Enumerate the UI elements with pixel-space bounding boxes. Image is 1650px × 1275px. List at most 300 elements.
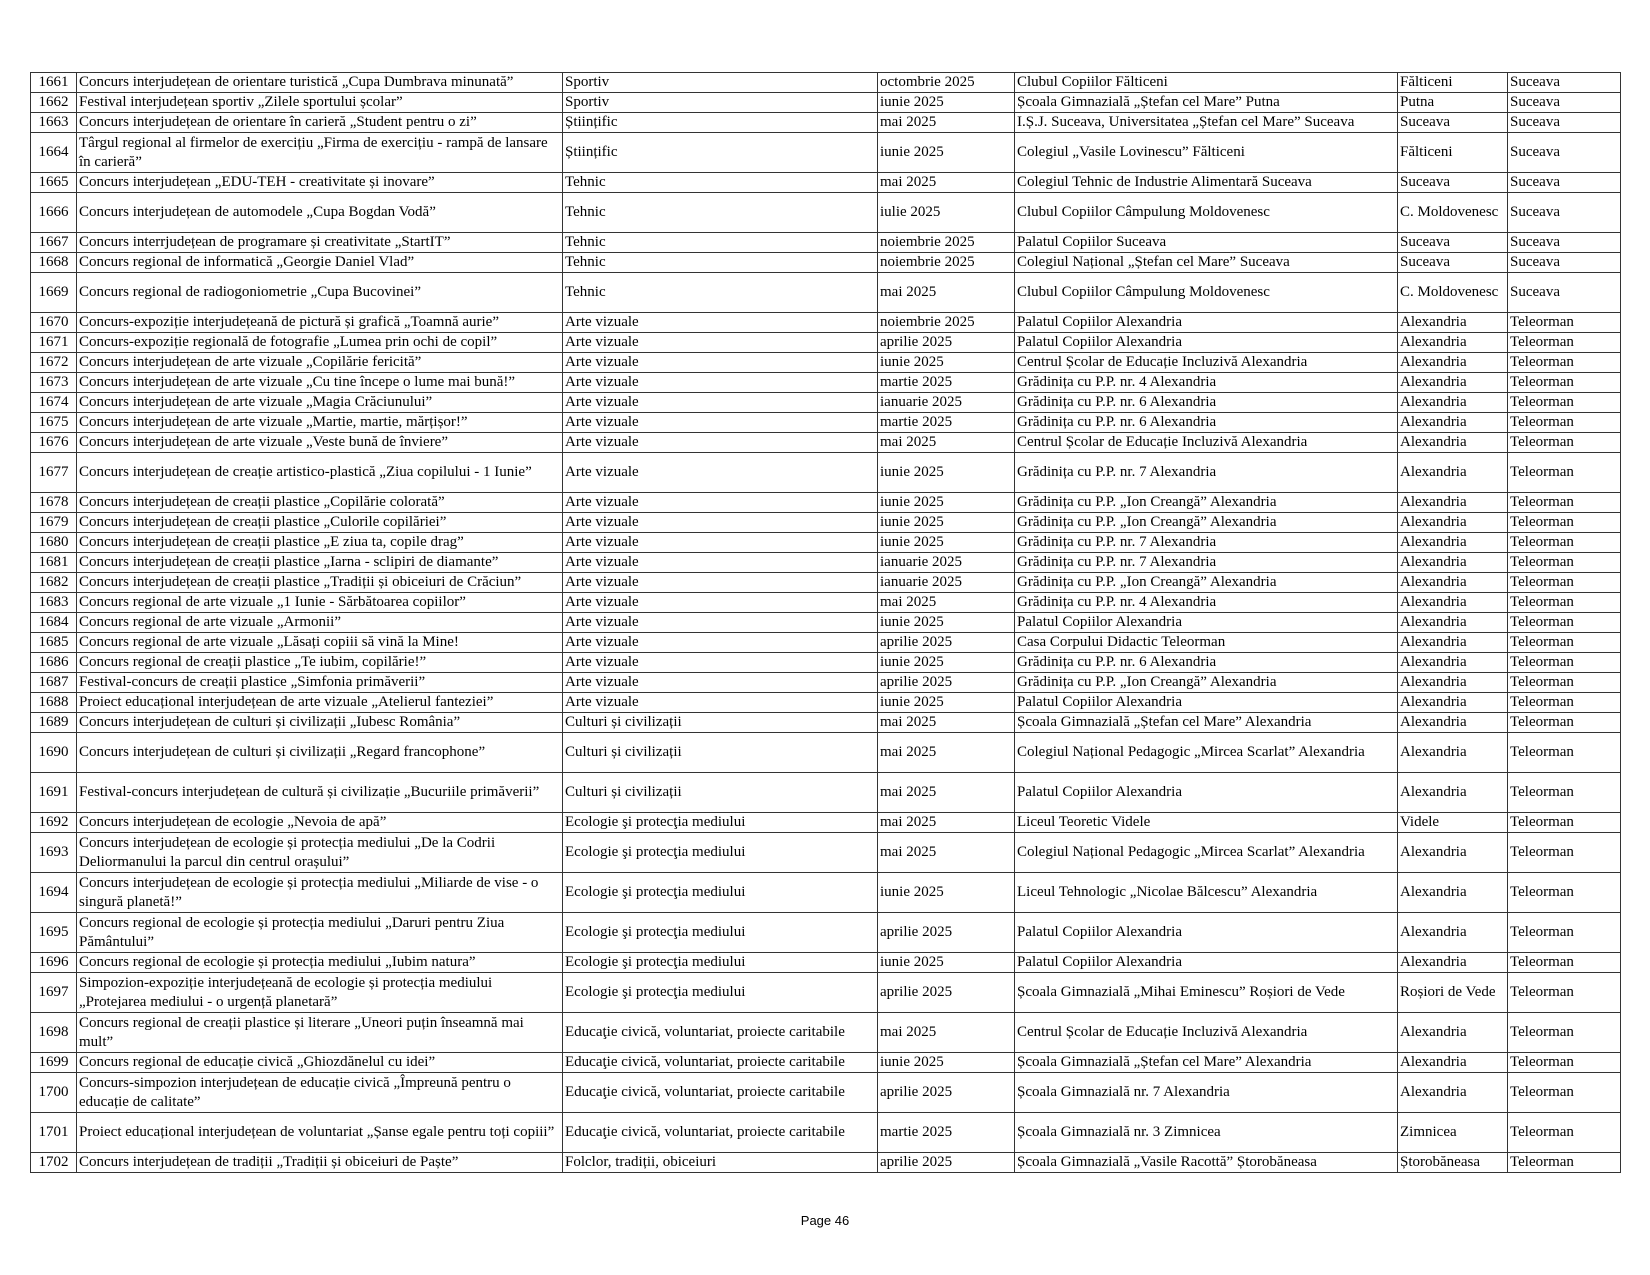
organizer-cell: Grădinița cu P.P. „Ion Creangă” Alexandria — [1015, 493, 1398, 513]
period-cell: aprilie 2025 — [878, 913, 1015, 953]
table-row — [31, 453, 1621, 493]
activity-name-cell: Proiect educațional interjudețean de arte vizuale „Atelierul fanteziei” — [77, 693, 563, 713]
row-number-cell: 1671 — [31, 333, 77, 353]
category-cell: Arte vizuale — [563, 333, 878, 353]
county-cell: Suceava — [1508, 73, 1621, 93]
organizer-cell: Grădinița cu P.P. nr. 6 Alexandria — [1015, 393, 1398, 413]
locality-cell: Alexandria — [1398, 1073, 1508, 1113]
row-number-cell: 1674 — [31, 393, 77, 413]
period-cell: mai 2025 — [878, 713, 1015, 733]
locality-cell: Alexandria — [1398, 673, 1508, 693]
organizer-cell: Clubul Copiilor Câmpulung Moldovenesc — [1015, 193, 1398, 233]
period-cell: iunie 2025 — [878, 93, 1015, 113]
county-cell: Teleorman — [1508, 1113, 1621, 1153]
row-number-cell: 1702 — [31, 1153, 77, 1173]
locality-cell: Alexandria — [1398, 333, 1508, 353]
organizer-cell: Grădinița cu P.P. „Ion Creangă” Alexandria — [1015, 513, 1398, 533]
county-cell: Suceava — [1508, 273, 1621, 313]
category-cell: Educaţie civică, voluntariat, proiecte caritabile — [563, 1053, 878, 1073]
locality-cell: Zimnicea — [1398, 1113, 1508, 1153]
county-cell: Teleorman — [1508, 673, 1621, 693]
period-cell: iunie 2025 — [878, 133, 1015, 173]
category-cell: Tehnic — [563, 273, 878, 313]
table-row — [31, 373, 1621, 393]
period-cell: mai 2025 — [878, 813, 1015, 833]
locality-cell: Alexandria — [1398, 773, 1508, 813]
table-row — [31, 333, 1621, 353]
activity-name-cell: Concurs interjudețean de arte vizuale „Cu tine începe o lume mai bună!” — [77, 373, 563, 393]
locality-cell: Alexandria — [1398, 433, 1508, 453]
county-cell: Teleorman — [1508, 653, 1621, 673]
activity-name-cell: Concurs regional de educație civică „Ghiozdănelul cu idei” — [77, 1053, 563, 1073]
organizer-cell: Liceul Tehnologic „Nicolae Bălcescu” Alexandria — [1015, 873, 1398, 913]
locality-cell: Alexandria — [1398, 593, 1508, 613]
county-cell: Teleorman — [1508, 873, 1621, 913]
category-cell: Culturi și civilizații — [563, 713, 878, 733]
locality-cell: C. Moldovenesc — [1398, 273, 1508, 313]
locality-cell: Alexandria — [1398, 453, 1508, 493]
table-row — [31, 413, 1621, 433]
category-cell: Tehnic — [563, 193, 878, 233]
row-number-cell: 1670 — [31, 313, 77, 333]
activity-name-cell: Concurs interjudețean de arte vizuale „Veste bună de înviere” — [77, 433, 563, 453]
row-number-cell: 1693 — [31, 833, 77, 873]
row-number-cell: 1680 — [31, 533, 77, 553]
category-cell: Științific — [563, 133, 878, 173]
organizer-cell: Școala Gimnazială nr. 3 Zimnicea — [1015, 1113, 1398, 1153]
category-cell: Culturi și civilizații — [563, 733, 878, 773]
county-cell: Suceava — [1508, 133, 1621, 173]
organizer-cell: Grădinița cu P.P. nr. 7 Alexandria — [1015, 453, 1398, 493]
activity-name-cell: Concurs-expoziție regională de fotografie „Lumea prin ochi de copil” — [77, 333, 563, 353]
locality-cell: Alexandria — [1398, 413, 1508, 433]
organizer-cell: Colegiul Național „Ștefan cel Mare” Suceava — [1015, 253, 1398, 273]
activity-name-cell: Concurs-expoziție interjudețeană de pictură și grafică „Toamnă aurie” — [77, 313, 563, 333]
table-row — [31, 573, 1621, 593]
organizer-cell: Palatul Copiilor Alexandria — [1015, 313, 1398, 333]
page-number: Page 46 — [800, 1213, 850, 1228]
table-row — [31, 693, 1621, 713]
organizer-cell: Centrul Școlar de Educație Incluzivă Alexandria — [1015, 1013, 1398, 1053]
organizer-cell: Clubul Copiilor Câmpulung Moldovenesc — [1015, 273, 1398, 313]
county-cell: Suceava — [1508, 193, 1621, 233]
category-cell: Educaţie civică, voluntariat, proiecte caritabile — [563, 1113, 878, 1153]
organizer-cell: Colegiul „Vasile Lovinescu” Fălticeni — [1015, 133, 1398, 173]
category-cell: Arte vizuale — [563, 573, 878, 593]
organizer-cell: Clubul Copiilor Fălticeni — [1015, 73, 1398, 93]
county-cell: Teleorman — [1508, 553, 1621, 573]
category-cell: Arte vizuale — [563, 553, 878, 573]
activity-name-cell: Concurs regional de creații plastice „Te iubim, copilărie!” — [77, 653, 563, 673]
row-number-cell: 1695 — [31, 913, 77, 953]
category-cell: Arte vizuale — [563, 453, 878, 493]
category-cell: Tehnic — [563, 173, 878, 193]
locality-cell: Alexandria — [1398, 393, 1508, 413]
row-number-cell: 1676 — [31, 433, 77, 453]
organizer-cell: Grădinița cu P.P. nr. 7 Alexandria — [1015, 533, 1398, 553]
county-cell: Suceava — [1508, 93, 1621, 113]
period-cell: aprilie 2025 — [878, 1073, 1015, 1113]
row-number-cell: 1679 — [31, 513, 77, 533]
period-cell: iunie 2025 — [878, 353, 1015, 373]
locality-cell: Alexandria — [1398, 313, 1508, 333]
period-cell: iunie 2025 — [878, 693, 1015, 713]
row-number-cell: 1685 — [31, 633, 77, 653]
table-row — [31, 833, 1621, 873]
activity-name-cell: Concurs regional de radiogoniometrie „Cupa Bucovinei” — [77, 273, 563, 313]
organizer-cell: Școala Gimnazială „Vasile Racottă” Ștorobăneasa — [1015, 1153, 1398, 1173]
locality-cell: Alexandria — [1398, 373, 1508, 393]
row-number-cell: 1690 — [31, 733, 77, 773]
period-cell: mai 2025 — [878, 773, 1015, 813]
category-cell: Arte vizuale — [563, 353, 878, 373]
county-cell: Teleorman — [1508, 913, 1621, 953]
locality-cell: Alexandria — [1398, 533, 1508, 553]
period-cell: mai 2025 — [878, 833, 1015, 873]
category-cell: Ecologie şi protecţia mediului — [563, 833, 878, 873]
category-cell: Arte vizuale — [563, 613, 878, 633]
organizer-cell: Școala Gimnazială „Ștefan cel Mare” Alexandria — [1015, 713, 1398, 733]
county-cell: Teleorman — [1508, 453, 1621, 493]
row-number-cell: 1682 — [31, 573, 77, 593]
county-cell: Teleorman — [1508, 633, 1621, 653]
period-cell: aprilie 2025 — [878, 633, 1015, 653]
county-cell: Teleorman — [1508, 513, 1621, 533]
row-number-cell: 1689 — [31, 713, 77, 733]
locality-cell: Alexandria — [1398, 1013, 1508, 1053]
period-cell: iunie 2025 — [878, 873, 1015, 913]
activity-name-cell: Concurs regional de arte vizuale „1 Iunie - Sărbătoarea copiilor” — [77, 593, 563, 613]
table-body — [31, 73, 1621, 1173]
organizer-cell: Palatul Copiilor Alexandria — [1015, 613, 1398, 633]
locality-cell: Alexandria — [1398, 713, 1508, 733]
locality-cell: Alexandria — [1398, 573, 1508, 593]
activity-name-cell: Târgul regional al firmelor de exercițiu „Firma de exercițiu - rampă de lansare în carieră” — [77, 133, 563, 173]
category-cell: Sportiv — [563, 73, 878, 93]
period-cell: mai 2025 — [878, 173, 1015, 193]
locality-cell: Alexandria — [1398, 493, 1508, 513]
table-row — [31, 593, 1621, 613]
county-cell: Teleorman — [1508, 333, 1621, 353]
organizer-cell: Grădinița cu P.P. nr. 7 Alexandria — [1015, 553, 1398, 573]
locality-cell: Alexandria — [1398, 953, 1508, 973]
activity-name-cell: Simpozion-expoziție interjudețeană de ecologie și protecția mediului „Protejarea mediului - o urgență planetară” — [77, 973, 563, 1013]
activity-name-cell: Concurs interjudețean „EDU-TEH - creativitate și inovare” — [77, 173, 563, 193]
category-cell: Ecologie şi protecţia mediului — [563, 973, 878, 1013]
row-number-cell: 1664 — [31, 133, 77, 173]
period-cell: aprilie 2025 — [878, 673, 1015, 693]
row-number-cell: 1697 — [31, 973, 77, 1013]
county-cell: Teleorman — [1508, 693, 1621, 713]
table-row — [31, 973, 1621, 1013]
table-row — [31, 513, 1621, 533]
category-cell: Arte vizuale — [563, 313, 878, 333]
organizer-cell: Grădinița cu P.P. nr. 4 Alexandria — [1015, 593, 1398, 613]
row-number-cell: 1665 — [31, 173, 77, 193]
locality-cell: Videle — [1398, 813, 1508, 833]
category-cell: Folclor, tradiții, obiceiuri — [563, 1153, 878, 1173]
category-cell: Educaţie civică, voluntariat, proiecte caritabile — [563, 1013, 878, 1053]
county-cell: Teleorman — [1508, 353, 1621, 373]
organizer-cell: Centrul Școlar de Educație Incluzivă Alexandria — [1015, 433, 1398, 453]
table-row — [31, 733, 1621, 773]
period-cell: iunie 2025 — [878, 953, 1015, 973]
county-cell: Teleorman — [1508, 833, 1621, 873]
period-cell: iunie 2025 — [878, 513, 1015, 533]
category-cell: Arte vizuale — [563, 653, 878, 673]
locality-cell: Alexandria — [1398, 353, 1508, 373]
period-cell: martie 2025 — [878, 1113, 1015, 1153]
locality-cell: Alexandria — [1398, 833, 1508, 873]
locality-cell: Alexandria — [1398, 873, 1508, 913]
activity-name-cell: Concurs interjudețean de automodele „Cupa Bogdan Vodă” — [77, 193, 563, 233]
table-row — [31, 393, 1621, 413]
activity-name-cell: Concurs interjudețean de ecologie și protecția mediului „De la Codrii Deliormanului la parcul din centrul orașului” — [77, 833, 563, 873]
locality-cell: Alexandria — [1398, 693, 1508, 713]
activity-name-cell: Concurs interjudețean de creații plastice „Copilărie colorată” — [77, 493, 563, 513]
organizer-cell: Liceul Teoretic Videle — [1015, 813, 1398, 833]
activity-name-cell: Concurs regional de ecologie și protecția mediului „Iubim natura” — [77, 953, 563, 973]
table-row — [31, 1073, 1621, 1113]
activity-name-cell: Concurs regional de informatică „Georgie Daniel Vlad” — [77, 253, 563, 273]
period-cell: noiembrie 2025 — [878, 233, 1015, 253]
table-row — [31, 173, 1621, 193]
activities-table — [30, 72, 1621, 1173]
activity-name-cell: Concurs interjudețean de arte vizuale „Martie, martie, mărțișor!” — [77, 413, 563, 433]
organizer-cell: Centrul Școlar de Educație Incluzivă Alexandria — [1015, 353, 1398, 373]
period-cell: iunie 2025 — [878, 1053, 1015, 1073]
period-cell: mai 2025 — [878, 1013, 1015, 1053]
table-row — [31, 73, 1621, 93]
category-cell: Sportiv — [563, 93, 878, 113]
category-cell: Arte vizuale — [563, 373, 878, 393]
table-row — [31, 873, 1621, 913]
table-row — [31, 193, 1621, 233]
row-number-cell: 1700 — [31, 1073, 77, 1113]
organizer-cell: I.Ș.J. Suceava, Universitatea „Ștefan cel Mare” Suceava — [1015, 113, 1398, 133]
table-row — [31, 353, 1621, 373]
locality-cell: Suceava — [1398, 233, 1508, 253]
row-number-cell: 1672 — [31, 353, 77, 373]
activity-name-cell: Concurs interjudețean de tradiții „Tradiții și obiceiuri de Paște” — [77, 1153, 563, 1173]
activity-name-cell: Concurs interjudețean de creații plastice „Tradiții și obiceiuri de Crăciun” — [77, 573, 563, 593]
locality-cell: Suceava — [1398, 253, 1508, 273]
category-cell: Tehnic — [563, 253, 878, 273]
row-number-cell: 1669 — [31, 273, 77, 313]
county-cell: Teleorman — [1508, 1013, 1621, 1053]
row-number-cell: 1668 — [31, 253, 77, 273]
locality-cell: Alexandria — [1398, 613, 1508, 633]
table-row — [31, 953, 1621, 973]
row-number-cell: 1666 — [31, 193, 77, 233]
locality-cell: Roșiori de Vede — [1398, 973, 1508, 1013]
locality-cell: Suceava — [1398, 113, 1508, 133]
activity-name-cell: Concurs interjudețean de creații plastice „Culorile copilăriei” — [77, 513, 563, 533]
row-number-cell: 1673 — [31, 373, 77, 393]
period-cell: ianuarie 2025 — [878, 573, 1015, 593]
row-number-cell: 1661 — [31, 73, 77, 93]
activity-name-cell: Concurs-simpozion interjudețean de educație civică „Împreună pentru o educație de calitate” — [77, 1073, 563, 1113]
activity-name-cell: Concurs interrjudețean de programare și creativitate „StartIT” — [77, 233, 563, 253]
row-number-cell: 1684 — [31, 613, 77, 633]
category-cell: Arte vizuale — [563, 533, 878, 553]
table-row — [31, 133, 1621, 173]
table-row — [31, 1113, 1621, 1153]
table-row — [31, 713, 1621, 733]
activity-name-cell: Concurs interjudețean de creații plastice „E ziua ta, copile drag” — [77, 533, 563, 553]
category-cell: Culturi și civilizații — [563, 773, 878, 813]
county-cell: Suceava — [1508, 253, 1621, 273]
period-cell: mai 2025 — [878, 433, 1015, 453]
row-number-cell: 1694 — [31, 873, 77, 913]
organizer-cell: Școala Gimnazială „Mihai Eminescu” Roșiori de Vede — [1015, 973, 1398, 1013]
organizer-cell: Grădinița cu P.P. nr. 4 Alexandria — [1015, 373, 1398, 393]
locality-cell: Alexandria — [1398, 733, 1508, 773]
table-row — [31, 913, 1621, 953]
period-cell: ianuarie 2025 — [878, 393, 1015, 413]
table-row — [31, 633, 1621, 653]
row-number-cell: 1667 — [31, 233, 77, 253]
county-cell: Teleorman — [1508, 613, 1621, 633]
activity-name-cell: Concurs interjudețean de culturi și civilizații „Regard francophone” — [77, 733, 563, 773]
county-cell: Teleorman — [1508, 953, 1621, 973]
period-cell: iunie 2025 — [878, 613, 1015, 633]
activity-name-cell: Concurs regional de ecologie și protecția mediului „Daruri pentru Ziua Pământului” — [77, 913, 563, 953]
activity-name-cell: Concurs interjudețean de culturi și civilizații „Iubesc România” — [77, 713, 563, 733]
organizer-cell: Palatul Copiilor Alexandria — [1015, 913, 1398, 953]
activity-name-cell: Concurs regional de arte vizuale „Lăsați copiii să vină la Mine! — [77, 633, 563, 653]
period-cell: iunie 2025 — [878, 493, 1015, 513]
table-row — [31, 1053, 1621, 1073]
category-cell: Arte vizuale — [563, 673, 878, 693]
organizer-cell: Grădinița cu P.P. „Ion Creangă” Alexandria — [1015, 673, 1398, 693]
row-number-cell: 1701 — [31, 1113, 77, 1153]
locality-cell: Fălticeni — [1398, 73, 1508, 93]
table-row — [31, 1153, 1621, 1173]
table-row — [31, 613, 1621, 633]
county-cell: Suceava — [1508, 113, 1621, 133]
organizer-cell: Palatul Copiilor Alexandria — [1015, 333, 1398, 353]
locality-cell: C. Moldovenesc — [1398, 193, 1508, 233]
county-cell: Teleorman — [1508, 813, 1621, 833]
locality-cell: Alexandria — [1398, 553, 1508, 573]
organizer-cell: Palatul Copiilor Suceava — [1015, 233, 1398, 253]
organizer-cell: Grădinița cu P.P. nr. 6 Alexandria — [1015, 653, 1398, 673]
organizer-cell: Casa Corpului Didactic Teleorman — [1015, 633, 1398, 653]
period-cell: martie 2025 — [878, 413, 1015, 433]
category-cell: Științific — [563, 113, 878, 133]
organizer-cell: Colegiul Tehnic de Industrie Alimentară Suceava — [1015, 173, 1398, 193]
row-number-cell: 1699 — [31, 1053, 77, 1073]
county-cell: Teleorman — [1508, 1053, 1621, 1073]
activity-name-cell: Concurs regional de arte vizuale „Armonii” — [77, 613, 563, 633]
county-cell: Teleorman — [1508, 493, 1621, 513]
period-cell: noiembrie 2025 — [878, 253, 1015, 273]
row-number-cell: 1675 — [31, 413, 77, 433]
organizer-cell: Grădinița cu P.P. „Ion Creangă” Alexandria — [1015, 573, 1398, 593]
county-cell: Suceava — [1508, 173, 1621, 193]
county-cell: Teleorman — [1508, 773, 1621, 813]
row-number-cell: 1662 — [31, 93, 77, 113]
organizer-cell: Școala Gimnazială „Ștefan cel Mare” Putna — [1015, 93, 1398, 113]
category-cell: Arte vizuale — [563, 413, 878, 433]
period-cell: mai 2025 — [878, 113, 1015, 133]
activity-name-cell: Festival interjudețean sportiv „Zilele sportului școlar” — [77, 93, 563, 113]
activity-name-cell: Concurs regional de creații plastice și literare „Uneori puțin înseamnă mai mult” — [77, 1013, 563, 1053]
period-cell: octombrie 2025 — [878, 73, 1015, 93]
activity-name-cell: Festival-concurs de creații plastice „Simfonia primăverii” — [77, 673, 563, 693]
row-number-cell: 1678 — [31, 493, 77, 513]
row-number-cell: 1696 — [31, 953, 77, 973]
table-row — [31, 113, 1621, 133]
row-number-cell: 1692 — [31, 813, 77, 833]
county-cell: Teleorman — [1508, 573, 1621, 593]
period-cell: martie 2025 — [878, 373, 1015, 393]
category-cell: Ecologie şi protecţia mediului — [563, 913, 878, 953]
category-cell: Arte vizuale — [563, 633, 878, 653]
organizer-cell: Palatul Copiilor Alexandria — [1015, 953, 1398, 973]
table-row — [31, 93, 1621, 113]
table-row — [31, 653, 1621, 673]
activity-name-cell: Concurs interjudețean de arte vizuale „Magia Crăciunului” — [77, 393, 563, 413]
county-cell: Teleorman — [1508, 313, 1621, 333]
period-cell: aprilie 2025 — [878, 333, 1015, 353]
activity-name-cell: Concurs interjudețean de ecologie „Nevoia de apă” — [77, 813, 563, 833]
table-row — [31, 433, 1621, 453]
table-row — [31, 813, 1621, 833]
county-cell: Teleorman — [1508, 373, 1621, 393]
period-cell: mai 2025 — [878, 733, 1015, 773]
locality-cell: Alexandria — [1398, 653, 1508, 673]
category-cell: Arte vizuale — [563, 513, 878, 533]
table-row — [31, 313, 1621, 333]
category-cell: Ecologie şi protecţia mediului — [563, 953, 878, 973]
table-row — [31, 233, 1621, 253]
row-number-cell: 1663 — [31, 113, 77, 133]
category-cell: Ecologie şi protecţia mediului — [563, 873, 878, 913]
organizer-cell: Școala Gimnazială nr. 7 Alexandria — [1015, 1073, 1398, 1113]
row-number-cell: 1683 — [31, 593, 77, 613]
county-cell: Teleorman — [1508, 433, 1621, 453]
table-row — [31, 1013, 1621, 1053]
locality-cell: Suceava — [1398, 173, 1508, 193]
locality-cell: Putna — [1398, 93, 1508, 113]
organizer-cell: Palatul Copiilor Alexandria — [1015, 773, 1398, 813]
period-cell: iunie 2025 — [878, 533, 1015, 553]
organizer-cell: Școala Gimnazială „Ștefan cel Mare” Alexandria — [1015, 1053, 1398, 1073]
locality-cell: Ștorobăneasa — [1398, 1153, 1508, 1173]
row-number-cell: 1688 — [31, 693, 77, 713]
table-row — [31, 673, 1621, 693]
organizer-cell: Colegiul Național Pedagogic „Mircea Scarlat” Alexandria — [1015, 733, 1398, 773]
period-cell: ianuarie 2025 — [878, 553, 1015, 573]
activity-name-cell: Proiect educațional interjudețean de voluntariat „Șanse egale pentru toți copiii” — [77, 1113, 563, 1153]
county-cell: Teleorman — [1508, 733, 1621, 773]
locality-cell: Alexandria — [1398, 913, 1508, 953]
row-number-cell: 1698 — [31, 1013, 77, 1053]
category-cell: Arte vizuale — [563, 593, 878, 613]
organizer-cell: Palatul Copiilor Alexandria — [1015, 693, 1398, 713]
organizer-cell: Colegiul Național Pedagogic „Mircea Scarlat” Alexandria — [1015, 833, 1398, 873]
county-cell: Teleorman — [1508, 593, 1621, 613]
category-cell: Arte vizuale — [563, 493, 878, 513]
period-cell: aprilie 2025 — [878, 1153, 1015, 1173]
county-cell: Teleorman — [1508, 533, 1621, 553]
activity-name-cell: Concurs interjudețean de orientare în carieră „Student pentru o zi” — [77, 113, 563, 133]
table-row — [31, 493, 1621, 513]
category-cell: Arte vizuale — [563, 433, 878, 453]
period-cell: noiembrie 2025 — [878, 313, 1015, 333]
